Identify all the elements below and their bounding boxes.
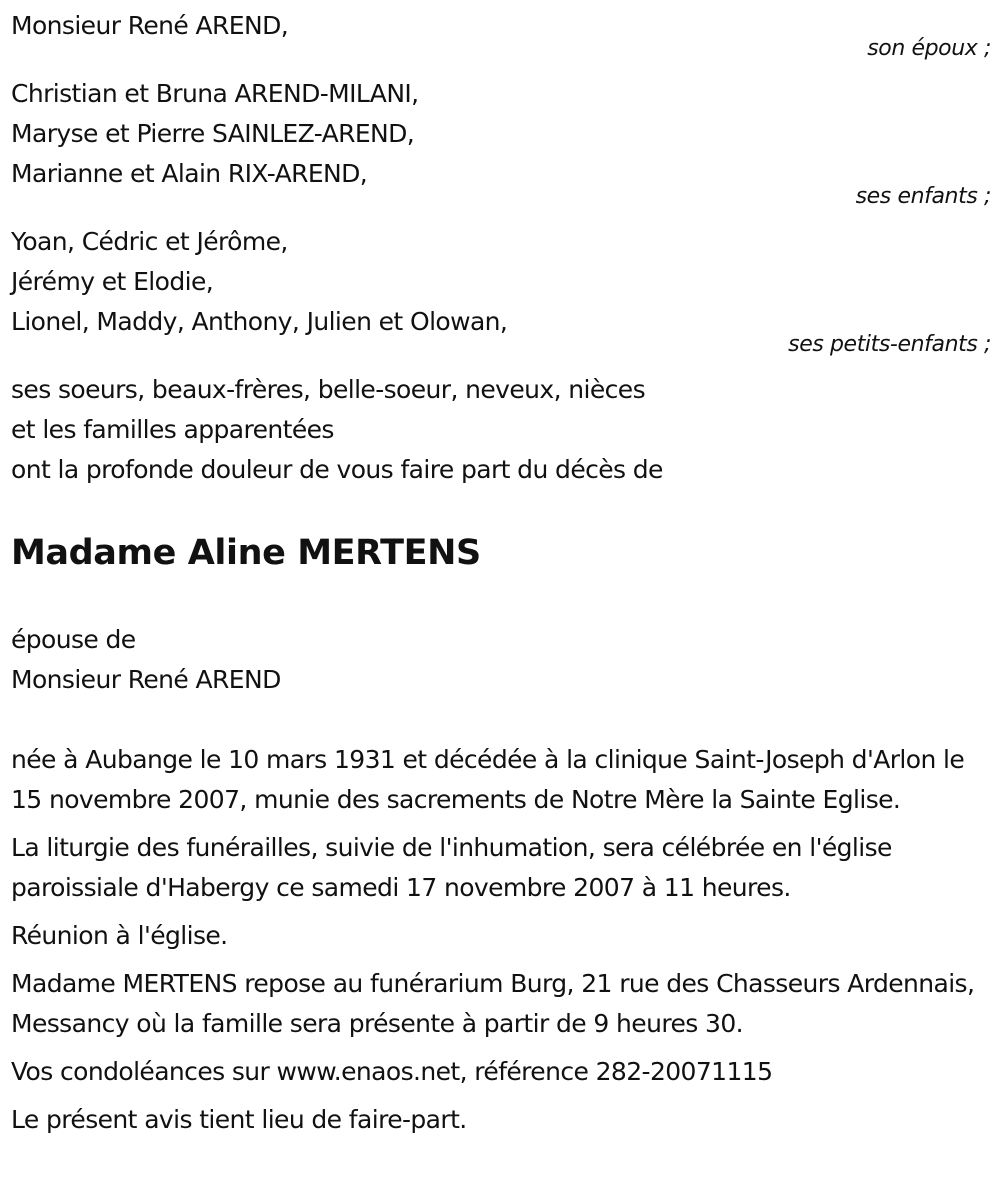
grandchildren-line: Jérémy et Elodie, <box>11 267 214 296</box>
spouse-of-line: épouse de <box>11 625 136 654</box>
meeting-paragraph: Réunion à l'église. <box>11 921 228 950</box>
birth-death-paragraph: née à Aubange le 10 mars 1931 et décédée à la clinique Saint-Joseph d'Arlon le 15 novembre 2007, munie des sacrements de Notre Mère la Sainte Eglise. <box>11 745 965 814</box>
family-line: ont la profonde douleur de vous faire part du décès de <box>11 455 663 484</box>
notice-closing: Le présent avis tient lieu de faire-part. <box>11 1105 467 1134</box>
condolences-paragraph: Vos condoléances sur www.enaos.net, référence 282-20071115 <box>11 1057 773 1086</box>
grandchildren-line: Lionel, Maddy, Anthony, Julien et Olowan, <box>11 307 508 336</box>
deceased-name: Madame Aline MERTENS <box>11 533 481 573</box>
spouse-block <box>11 0 991 66</box>
spouse-name: Monsieur René AREND, <box>11 11 289 40</box>
children-line: Marianne et Alain RIX-AREND, <box>11 159 368 188</box>
family-block <box>11 370 991 490</box>
children-line: Maryse et Pierre SAINLEZ-AREND, <box>11 119 415 148</box>
spouse-of-block <box>11 620 991 700</box>
spouse-of-line: Monsieur René AREND <box>11 665 281 694</box>
grandchildren-role: ses petits-enfants ; <box>788 332 991 357</box>
spouse-role: son époux ; <box>867 36 991 61</box>
children-line: Christian et Bruna AREND-MILANI, <box>11 79 419 108</box>
death-notice <box>11 0 991 1140</box>
details-block <box>11 740 996 1140</box>
grandchildren-line: Yoan, Cédric et Jérôme, <box>11 227 288 256</box>
children-role: ses enfants ; <box>855 184 991 209</box>
children-block <box>11 74 991 214</box>
funerarium-paragraph: Madame MERTENS repose au funérarium Burg, 21 rue des Chasseurs Ardennais, Messancy où la famille sera présente à partir de 9 heures 30. <box>11 969 975 1038</box>
funeral-paragraph: La liturgie des funérailles, suivie de l'inhumation, sera célébrée en l'église paroissiale d'Habergy ce samedi 17 novembre 2007 à 11 heures. <box>11 833 892 902</box>
family-line: et les familles apparentées <box>11 415 334 444</box>
family-line: ses soeurs, beaux-frères, belle-soeur, neveux, nièces <box>11 375 646 404</box>
grandchildren-block <box>11 222 991 362</box>
